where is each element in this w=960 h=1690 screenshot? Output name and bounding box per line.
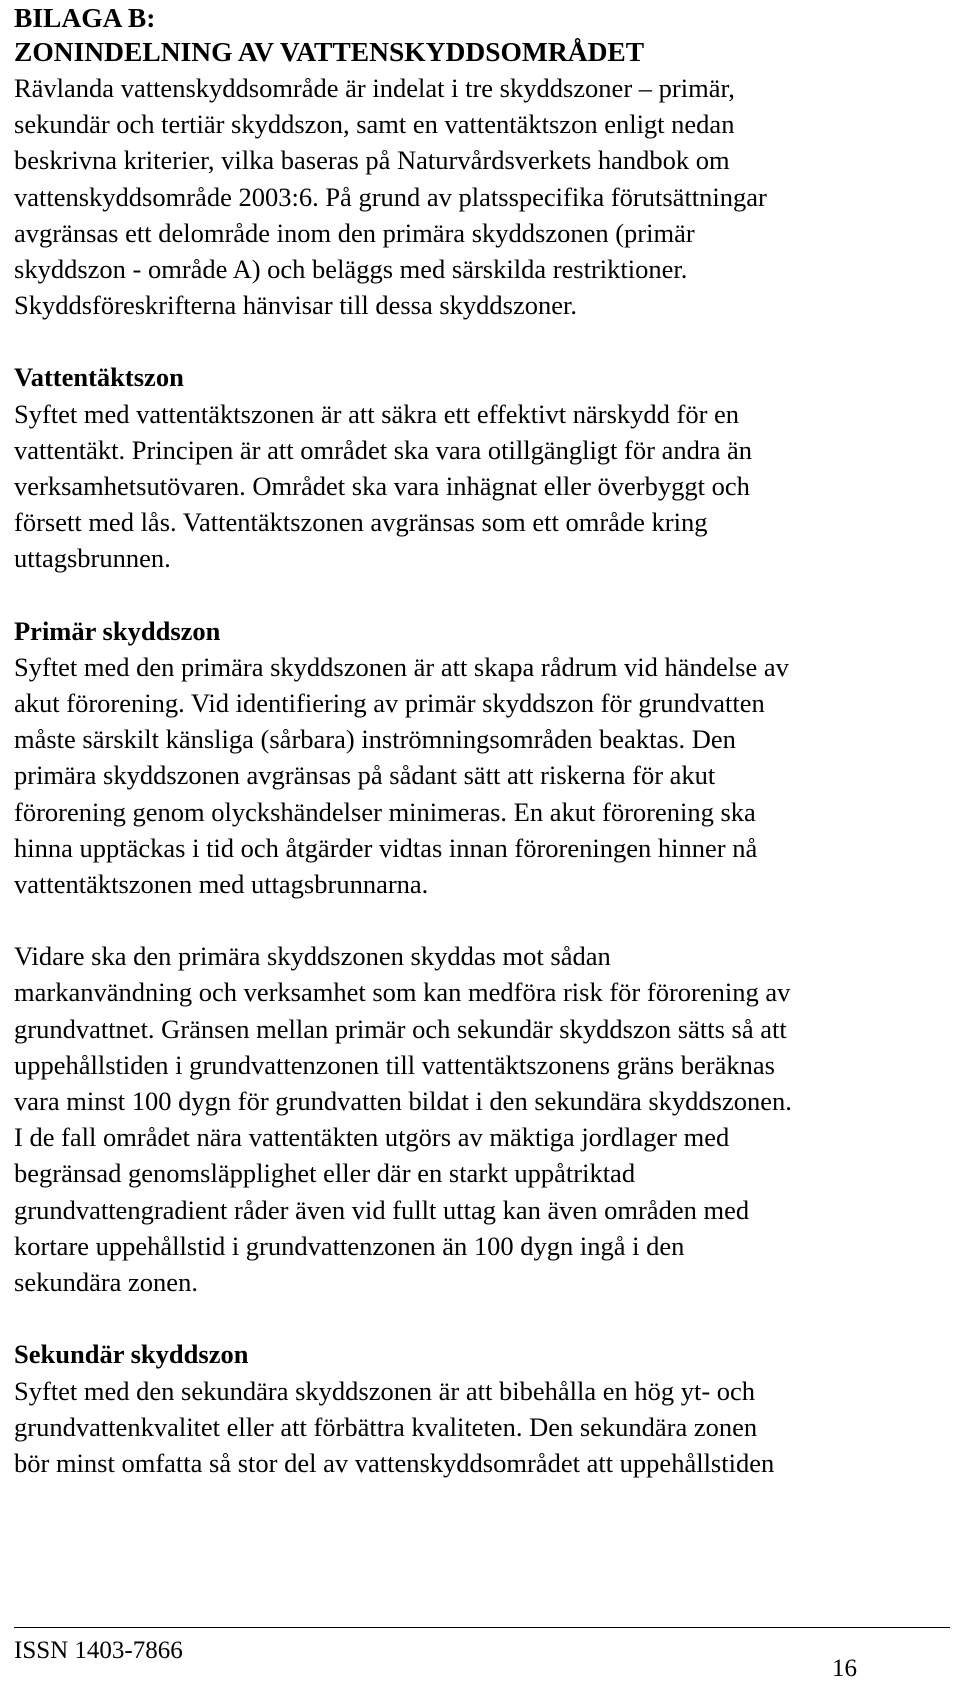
section-line: verksamhetsutövaren. Området ska vara inhägnat eller överbyggt och xyxy=(14,471,750,502)
section-line: begränsad genomsläpplighet eller där en starkt uppåtriktad xyxy=(14,1158,636,1189)
section-title-primar-skyddszon: Primär skyddszon xyxy=(14,615,221,646)
section-line: vattentäktszonen med uttagsbrunnarna. xyxy=(14,869,429,900)
section-paragraph-primar-skyddszon xyxy=(14,649,950,902)
section-paragraph-vattentaktszon xyxy=(14,396,950,577)
footer-issn: ISSN 1403-7866 xyxy=(14,1637,183,1664)
section-line: Syftet med vattentäktszonen är att säkra ett effektivt närskydd för en xyxy=(14,398,740,429)
section-line: markanvändning och verksamhet som kan medföra risk för förorening av xyxy=(14,977,791,1008)
intro-line: beskrivna kriterier, vilka baseras på Naturvårdsverkets handbok om xyxy=(14,145,730,176)
intro-line: Skyddsföreskrifterna hänvisar till dessa skyddszoner. xyxy=(14,290,578,321)
intro-paragraph xyxy=(14,70,950,323)
section-line: uppehållstiden i grundvattenzonen till vattentäktszonens gräns beräknas xyxy=(14,1049,775,1080)
section-line: primära skyddszonen avgränsas på sådant sätt att riskerna för akut xyxy=(14,760,716,791)
intro-line: skyddszon - område A) och beläggs med särskilda restriktioner. xyxy=(14,254,688,285)
paragraph-gap xyxy=(14,577,950,613)
section-line: grundvattnet. Gränsen mellan primär och sekundär skyddszon sätts så att xyxy=(14,1013,787,1044)
intro-line: sekundär och tertiär skyddszon, samt en vattentäktszon enligt nedan xyxy=(14,109,735,140)
paragraph-gap xyxy=(14,323,950,359)
section-line: Vidare ska den primära skyddszonen skyddas mot sådan xyxy=(14,941,611,972)
section-line: Syftet med den primära skyddszonen är att skapa rådrum vid händelse av xyxy=(14,651,789,682)
section-line: kortare uppehållstid i grundvattenzonen än 100 dygn ingå i den xyxy=(14,1230,685,1261)
document-title: ZONINDELNING AV VATTENSKYDDSOMRÅDET xyxy=(14,36,645,67)
section-line: vattentäkt. Principen är att området ska vara otillgängligt för andra än xyxy=(14,434,753,465)
section-paragraph-primar-continued xyxy=(14,938,950,1300)
section-line: hinna upptäckas i tid och åtgärder vidtas innan föroreningen hinner nå xyxy=(14,832,758,863)
section-line: måste särskilt känsliga (sårbara) inströmningsområden beaktas. Den xyxy=(14,724,736,755)
section-line: akut förorening. Vid identifiering av primär skyddszon för grundvatten xyxy=(14,688,765,719)
paragraph-gap xyxy=(14,902,950,938)
footer-divider xyxy=(14,1627,950,1628)
section-line: sekundära zonen. xyxy=(14,1267,198,1298)
section-paragraph-sekundar-skyddszon xyxy=(14,1373,950,1482)
section-title-sekundar-skyddszon: Sekundär skyddszon xyxy=(14,1339,249,1370)
section-line: förorening genom olyckshändelser minimeras. En akut förorening ska xyxy=(14,796,756,827)
section-line: Syftet med den sekundära skyddszonen är att bibehålla en hög yt- och xyxy=(14,1375,756,1406)
section-line: uttagsbrunnen. xyxy=(14,543,171,574)
appendix-label: BILAGA B: xyxy=(14,2,156,33)
intro-line: vattenskyddsområde 2003:6. På grund av platsspecifika förutsättningar xyxy=(14,181,767,212)
intro-line: avgränsas ett delområde inom den primära skyddszonen (primär xyxy=(14,217,695,248)
section-line: bör minst omfatta så stor del av vattenskyddsområdet att uppehållstiden xyxy=(14,1447,775,1478)
paragraph-gap xyxy=(14,1300,950,1336)
section-title-vattentaktszon: Vattentäktszon xyxy=(14,362,184,393)
section-line: vara minst 100 dygn för grundvatten bildat i den sekundära skyddszonen. xyxy=(14,1086,792,1117)
section-line: grundvattengradient råder även vid fullt uttag kan även områden med xyxy=(14,1194,750,1225)
section-line: försett med lås. Vattentäktszonen avgränsas som ett område kring xyxy=(14,507,708,538)
section-line: grundvattenkvalitet eller att förbättra kvaliteten. Den sekundära zonen xyxy=(14,1411,758,1442)
page-number: 16 xyxy=(832,1655,857,1682)
section-line: I de fall området nära vattentäkten utgörs av mäktiga jordlager med xyxy=(14,1122,730,1153)
document-page xyxy=(14,0,950,1481)
intro-line: Rävlanda vattenskyddsområde är indelat i tre skyddszoner – primär, xyxy=(14,73,735,103)
